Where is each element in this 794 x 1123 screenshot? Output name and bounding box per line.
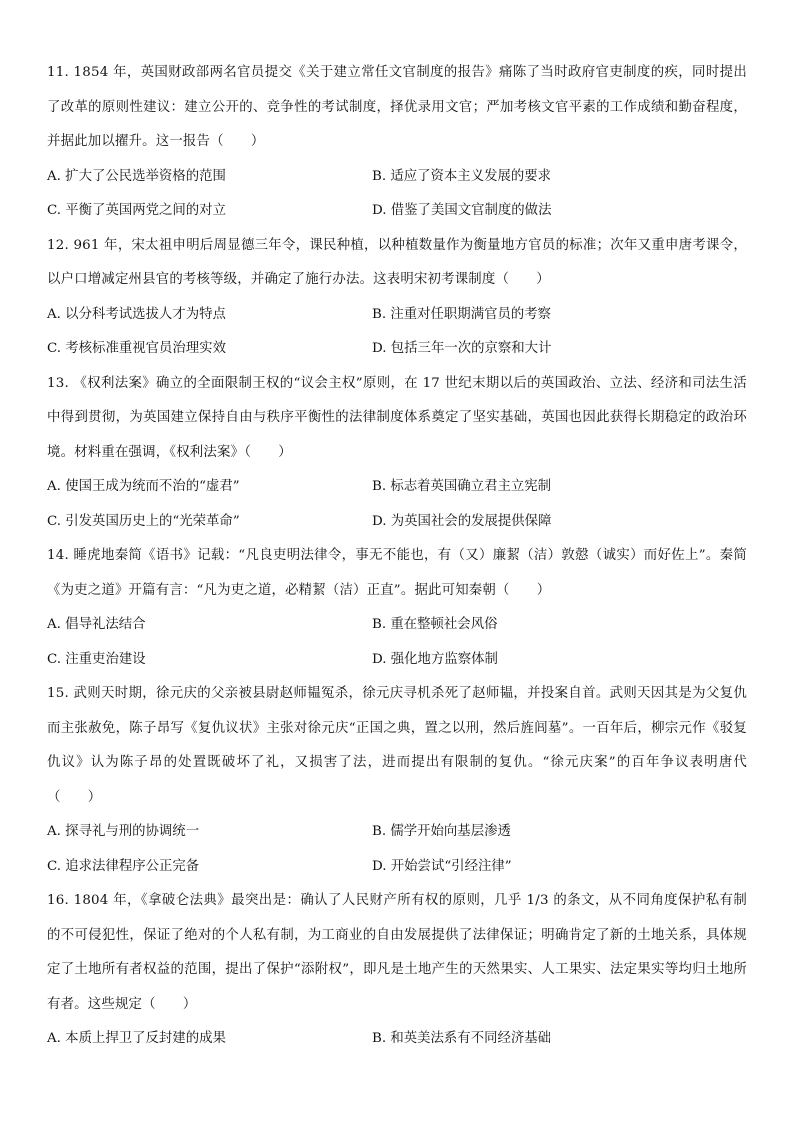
option-d: D. 为英国社会的发展提供保障	[372, 513, 552, 529]
question-13	[47, 367, 747, 540]
option-a: A. 倡导礼法结合	[47, 617, 146, 632]
option-d: D. 强化地方监察体制	[372, 651, 498, 667]
option-a: A. 本质上捍卫了反封建的成果	[47, 1031, 226, 1046]
option-b: B. 注重对任职期满官员的考察	[372, 306, 552, 322]
question-14	[47, 539, 747, 677]
option-c: C. 平衡了英国两党之间的对立	[47, 203, 226, 218]
option-c: C. 注重吏治建设	[47, 651, 146, 667]
question-stem: 11. 1854 年，英国财政部两名官员提交《关于建立常任文官制度的报告》痛陈了当时政府官吏制度的疾，同时提出了改革的原则性建议：建立公开的、竞争性的考试制度，择优录用文官；严加考核文官平素的工作成绩和勤奋程度，并据此加以擢升。这一报告（ ）	[47, 65, 747, 149]
option-c: C. 考核标准重视官员治理实效	[47, 341, 226, 356]
question-stem: 12. 961 年，宋太祖申明后周显德三年令，课民种植，以种植数量作为衡量地方官员的标准；次年又重申唐考课令，以户口增减定州县官的考核等级，并确定了施行办法。这表明宋初考课制度（ ）	[47, 237, 747, 287]
question-stem: 14. 睡虎地秦简《语书》记载：“凡良吏明法律令，事无不能也，有（又）廉絜（洁）敦慤（诚实）而好佐上”。秦简《为吏之道》开篇有言：“凡为吏之道，必精絜（洁）正直”。据此可知秦朝（ ）	[47, 548, 747, 598]
option-list	[47, 1022, 747, 1057]
option-b: B. 标志着英国确立君主立宪制	[372, 479, 552, 494]
option-b: B. 重在整顿社会风俗	[372, 617, 498, 632]
option-a: A. 扩大了公民选举资格的范围	[47, 168, 226, 184]
option-list	[47, 608, 747, 677]
option-b: B. 和英美法系有不同经济基础	[372, 1031, 552, 1046]
option-a: A. 使国王成为统而不治的“虚君”	[47, 479, 240, 494]
option-b: B. 适应了资本主义发展的要求	[372, 168, 552, 184]
question-stem: 15. 武则天时期，徐元庆的父亲被县尉赵师韫冤杀，徐元庆寻机杀死了赵师韫，并投案自首。武则天因其是为父复仇而主张赦免，陈子昂写《复仇议状》主张对徐元庆“正国之典，置之以刑，然后旌闾墓”。一百年后，柳宗元作《驳复仇议》认为陈子昂的处置既破坏了礼，又损害了法，进而提出有限制的复仇。“徐元庆案”的百年争议表明唐代（ ）	[47, 686, 747, 805]
option-c: C. 引发英国历史上的“光荣革命”	[47, 513, 240, 529]
option-c: C. 追求法律程序公正完备	[47, 858, 200, 874]
question-15	[47, 677, 747, 884]
exam-page	[47, 56, 747, 1057]
option-list	[47, 160, 747, 229]
option-d: D. 包括三年一次的京察和大计	[372, 341, 552, 356]
question-16	[47, 884, 747, 1057]
question-11	[47, 56, 747, 229]
option-d: D. 借鉴了美国文官制度的做法	[372, 203, 552, 218]
option-list	[47, 298, 747, 367]
option-b: B. 儒学开始向基层渗透	[372, 824, 511, 839]
question-stem: 13. 《权利法案》确立的全面限制王权的“议会主权”原则，在 17 世纪末期以后的英国政治、立法、经济和司法生活中得到贯彻，为英国建立保持自由与秩序平衡性的法律制度体系奠定了坚实基础，英国也因此获得长期稳定的政治环境。材料重在强调，《权利法案》（ ）	[47, 375, 747, 460]
question-stem: 16. 1804 年，《拿破仑法典》最突出是：确认了人民财产所有权的原则，几乎 1/3 的条文，从不同角度保护私有制的不可侵犯性，保证了绝对的个人私有制，为工商业的自由发展提供了法律保证；明确肯定了新的土地关系，具体规定了土地所有者权益的范围，提出了保护“添附权”，即凡是土地产生的天然果实、人工果实、法定果实等均归土地所有者。这些规定（ ）	[47, 893, 747, 1012]
option-a: A. 以分科考试选拔人才为特点	[47, 306, 226, 322]
option-list	[47, 815, 747, 884]
option-a: A. 探寻礼与刑的协调统一	[47, 824, 200, 839]
option-d: D. 开始尝试“引经注律”	[372, 858, 512, 874]
question-12	[47, 229, 747, 367]
option-list	[47, 470, 747, 539]
